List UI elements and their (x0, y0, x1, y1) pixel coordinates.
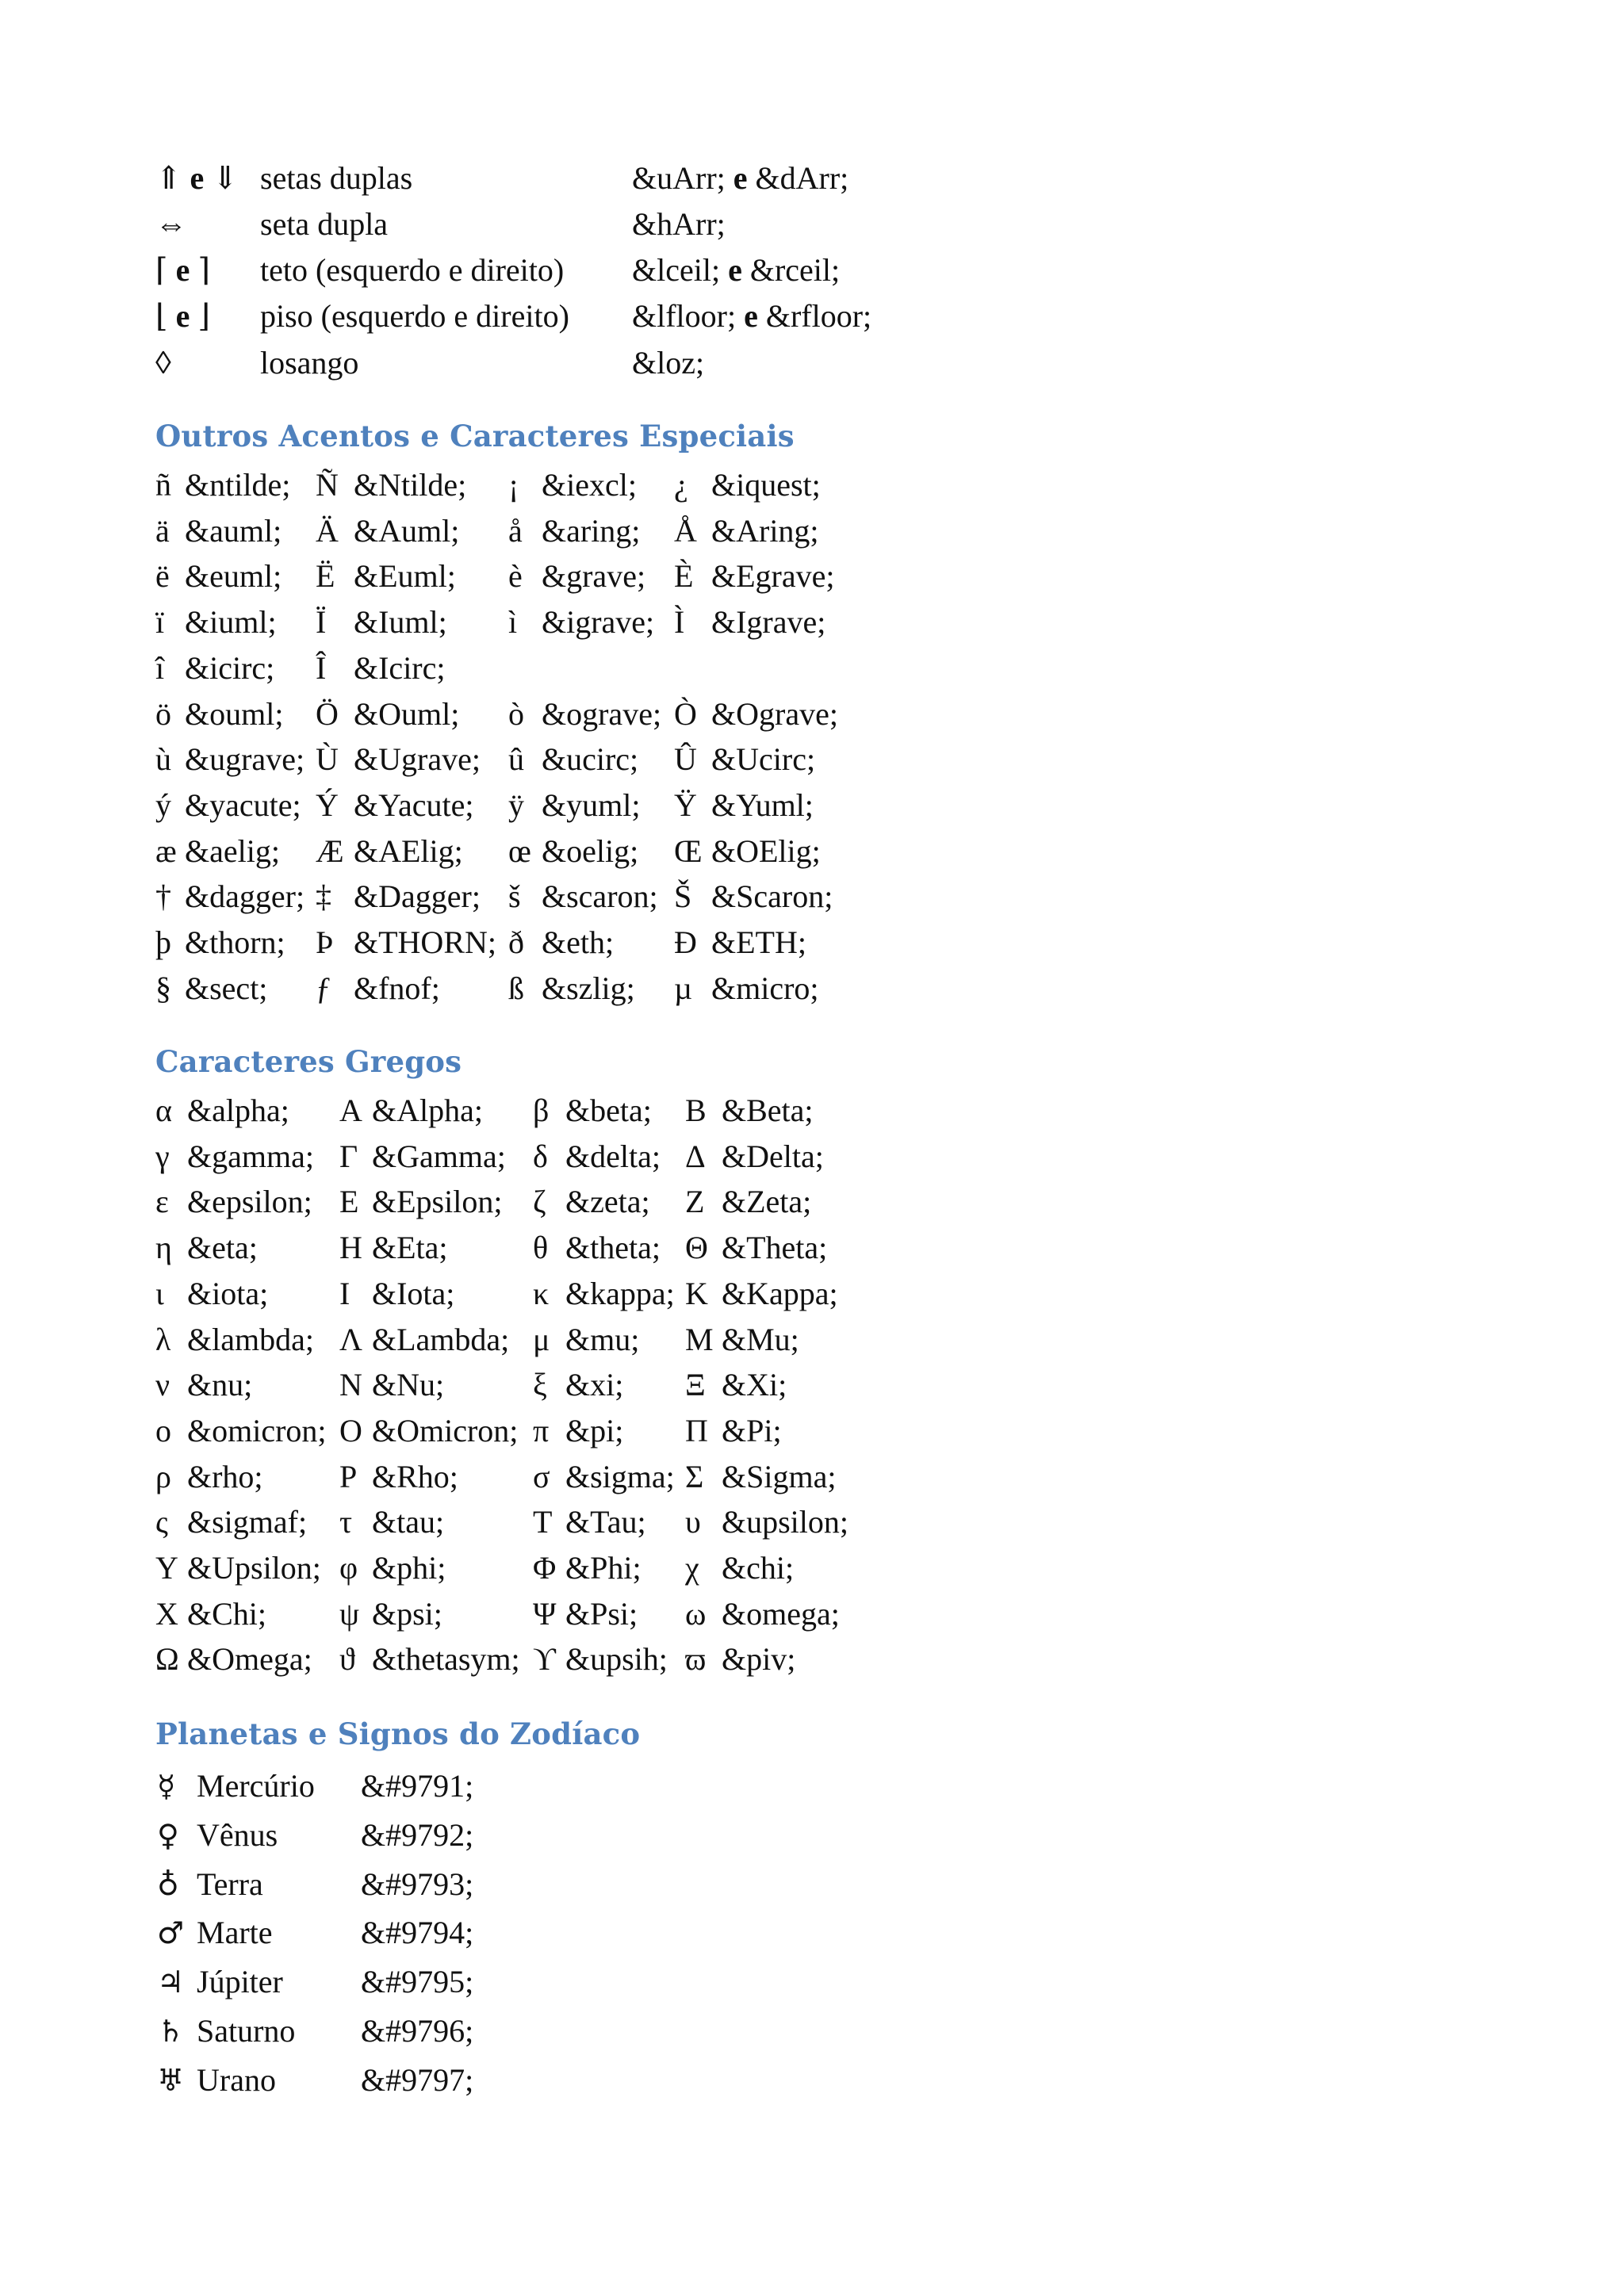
text-fragment: ⌈ (155, 252, 176, 288)
greek-char: α (155, 1093, 172, 1128)
planet-symbol: ♃ (157, 1965, 185, 2000)
accent-entity-code: &Igrave; (711, 604, 826, 641)
accent-entity-code: &sect; (185, 970, 268, 1006)
arrow-symbol (155, 247, 210, 293)
greek-char: ο (155, 1412, 171, 1448)
greek-char: Ι (339, 1275, 350, 1311)
arrow-name: setas duplas (260, 160, 413, 196)
text-fragment: ⇓ (204, 160, 239, 196)
accent-char: ë (155, 558, 170, 595)
greek-char: Ω (155, 1641, 179, 1678)
greek-char: Β (685, 1093, 707, 1128)
greek-char: γ (155, 1138, 170, 1174)
accent-char: ï (155, 604, 165, 641)
arrow-entity-code (632, 155, 848, 201)
accent-entity-code: &Ntilde; (354, 467, 467, 503)
accent-char: Ý (316, 786, 339, 823)
greek-entity-code: &piv; (722, 1641, 796, 1678)
accent-entity-code: &scaron; (542, 878, 658, 915)
greek-entity-code: &Chi; (187, 1595, 267, 1632)
conjunction-e: e (733, 160, 748, 196)
accent-entity-code: &yacute; (185, 786, 301, 823)
greek-char: θ (533, 1230, 549, 1266)
accent-char: Ö (316, 695, 339, 732)
accent-char: Å (674, 512, 697, 549)
planet-name: Mercúrio (197, 1768, 315, 1804)
greek-char: ψ (339, 1595, 360, 1632)
greek-entity-code: &Pi; (722, 1412, 782, 1448)
greek-entity-code: &pi; (565, 1412, 624, 1448)
accent-char: Ñ (316, 467, 339, 503)
text-fragment: &lfloor; (632, 298, 745, 334)
accent-char: þ (155, 924, 171, 960)
greek-char: Ψ (533, 1595, 557, 1632)
greek-char: Ρ (339, 1458, 358, 1494)
accent-char: Ä (316, 512, 339, 549)
greek-entity-code: &psi; (372, 1595, 442, 1632)
accent-entity-code: &grave; (542, 558, 646, 595)
greek-char: ε (155, 1184, 169, 1220)
planet-name: Urano (197, 2061, 276, 2098)
arrow-symbol (155, 293, 210, 339)
text-fragment: &uArr; (632, 160, 733, 196)
accent-char: Ÿ (674, 786, 697, 823)
greek-char: Μ (685, 1321, 714, 1357)
planet-entity-code: &#9791; (361, 1768, 474, 1804)
section-heading-planets: Planetas e Signos do Zodíaco (155, 1716, 641, 1751)
greek-entity-code: &Nu; (372, 1367, 445, 1403)
greek-char: Ν (339, 1367, 362, 1403)
greek-char: ς (155, 1504, 168, 1540)
arrow-name: teto (esquerdo e direito) (260, 252, 565, 288)
accent-char: Ï (316, 604, 327, 641)
accent-entity-code: &fnof; (354, 970, 440, 1006)
text-fragment: &rfloor; (757, 298, 872, 334)
accent-entity-code: &AElig; (354, 832, 463, 869)
planet-name: Júpiter (197, 1964, 283, 2000)
accent-entity-code: &ugrave; (185, 741, 305, 778)
greek-entity-code: &alpha; (187, 1093, 289, 1128)
greek-char: υ (685, 1504, 701, 1540)
greek-char: Α (339, 1093, 362, 1128)
greek-entity-code: &Eta; (372, 1230, 448, 1266)
accent-entity-code: &icirc; (185, 649, 275, 686)
greek-char: σ (533, 1458, 550, 1494)
greek-char: Τ (533, 1504, 553, 1540)
greek-entity-code: &xi; (565, 1367, 624, 1403)
accent-entity-code: &aring; (542, 512, 641, 549)
accent-entity-code: &Ouml; (354, 695, 460, 732)
accent-char: Œ (674, 832, 703, 869)
accent-char: Ð (674, 924, 697, 960)
planet-name: Vênus (197, 1816, 278, 1853)
accent-char: ¿ (674, 467, 688, 503)
text-fragment: &dArr; (747, 160, 849, 196)
greek-entity-code: &Epsilon; (372, 1184, 503, 1220)
accent-entity-code: &ouml; (185, 695, 284, 732)
greek-entity-code: &theta; (565, 1230, 661, 1266)
greek-char: Ε (339, 1184, 359, 1220)
planet-symbol: ☿ (157, 1769, 176, 1804)
greek-char: χ (685, 1550, 699, 1586)
accent-entity-code: &szlig; (542, 970, 635, 1006)
greek-entity-code: &nu; (187, 1367, 253, 1403)
accent-char: † (155, 878, 171, 915)
accent-char: § (155, 970, 171, 1006)
planet-entity-code: &#9795; (361, 1964, 474, 2000)
greek-entity-code: &upsilon; (722, 1504, 849, 1540)
conjunction-e: e (175, 298, 190, 334)
accent-char: ÿ (508, 786, 524, 823)
text-fragment: ⌋ (190, 298, 210, 334)
accent-char: î (155, 649, 165, 686)
accent-entity-code: &iuml; (185, 604, 277, 641)
arrow-entity-code (632, 340, 704, 386)
accent-char: Š (674, 878, 692, 915)
text-fragment: &hArr; (632, 206, 726, 242)
accent-char: ß (508, 970, 524, 1006)
accent-entity-code: &ograve; (542, 695, 662, 732)
greek-entity-code: &chi; (722, 1550, 795, 1586)
accent-char: ò (508, 695, 524, 732)
accent-entity-code: &THORN; (354, 924, 496, 960)
greek-char: ω (685, 1595, 707, 1632)
greek-entity-code: &tau; (372, 1504, 445, 1540)
accent-char: Ë (316, 558, 335, 595)
accent-char: Ò (674, 695, 697, 732)
greek-entity-code: &epsilon; (187, 1184, 312, 1220)
accent-char: È (674, 558, 694, 595)
accent-char: ñ (155, 467, 171, 503)
section-heading-accents: Outros Acentos e Caracteres Especiais (155, 419, 795, 453)
greek-entity-code: &Theta; (722, 1230, 828, 1266)
greek-entity-code: &delta; (565, 1138, 661, 1174)
accent-entity-code: &Scaron; (711, 878, 833, 915)
accent-entity-code: &euml; (185, 558, 282, 595)
greek-char: Υ (155, 1550, 178, 1586)
accent-entity-code: &Ograve; (711, 695, 838, 732)
accent-entity-code: &aelig; (185, 832, 280, 869)
greek-entity-code: &Mu; (722, 1321, 799, 1357)
accent-char: œ (508, 832, 531, 869)
accent-char: ä (155, 512, 170, 549)
planet-entity-code: &#9796; (361, 2013, 474, 2049)
accent-char: Î (316, 649, 327, 686)
greek-entity-code: &gamma; (187, 1138, 314, 1174)
arrow-name: losango (260, 345, 359, 381)
accent-char: š (508, 878, 521, 915)
accent-char: ƒ (316, 970, 331, 1006)
greek-char: ϖ (685, 1641, 707, 1678)
greek-char: ϒ (533, 1641, 556, 1678)
greek-entity-code: &lambda; (187, 1321, 314, 1357)
greek-char: ι (155, 1275, 164, 1311)
planet-name: Terra (197, 1866, 263, 1902)
planet-entity-code: &#9794; (361, 1915, 474, 1951)
greek-char: τ (339, 1504, 353, 1540)
accent-char: ð (508, 924, 524, 960)
greek-char: Π (685, 1412, 708, 1448)
text-fragment: ⌊ (155, 298, 176, 334)
greek-entity-code: &Iota; (372, 1275, 455, 1311)
arrow-symbol (155, 155, 239, 201)
accent-entity-code: &Dagger; (354, 878, 481, 915)
accent-char: Æ (316, 832, 344, 869)
accent-entity-code: &dagger; (185, 878, 305, 915)
accent-entity-code: &ETH; (711, 924, 806, 960)
greek-entity-code: &Alpha; (372, 1093, 483, 1128)
greek-char: κ (533, 1275, 550, 1311)
greek-entity-code: &Gamma; (372, 1138, 506, 1174)
planet-symbol: ♄ (157, 2014, 185, 2049)
planet-name: Marte (197, 1915, 273, 1951)
accent-char: µ (674, 970, 693, 1006)
greek-char: ρ (155, 1458, 171, 1494)
accent-entity-code: &OElig; (711, 832, 821, 869)
greek-entity-code: &omega; (722, 1595, 840, 1632)
planet-name: Saturno (197, 2013, 296, 2049)
greek-char: β (533, 1093, 550, 1128)
planet-symbol: ♂ (157, 1915, 185, 1951)
greek-entity-code: &beta; (565, 1093, 652, 1128)
arrow-entity-code (632, 201, 726, 247)
accent-entity-code: &iexcl; (542, 467, 637, 503)
greek-entity-code: &sigmaf; (187, 1504, 308, 1540)
accent-entity-code: &ntilde; (185, 467, 291, 503)
greek-char: ν (155, 1367, 170, 1403)
planet-entity-code: &#9797; (361, 2061, 474, 2098)
planet-entity-code: &#9793; (361, 1866, 474, 1902)
greek-char: π (533, 1412, 550, 1448)
planet-symbol: ♅ (157, 2062, 185, 2098)
greek-entity-code: &Phi; (565, 1550, 642, 1586)
accent-entity-code: &Iuml; (354, 604, 447, 641)
greek-char: Ξ (685, 1367, 706, 1403)
greek-char: Ζ (685, 1184, 705, 1220)
accent-char: ‡ (316, 878, 331, 915)
greek-entity-code: &omicron; (187, 1412, 327, 1448)
greek-entity-code: &Omicron; (372, 1412, 519, 1448)
greek-entity-code: &Tau; (565, 1504, 646, 1540)
text-fragment: &loz; (632, 345, 705, 381)
accent-char: ì (508, 604, 518, 641)
greek-entity-code: &Xi; (722, 1367, 787, 1403)
accent-char: ý (155, 786, 171, 823)
greek-entity-code: &Omega; (187, 1641, 312, 1678)
greek-entity-code: &zeta; (565, 1184, 650, 1220)
greek-char: Γ (339, 1138, 358, 1174)
planet-entity-code: &#9792; (361, 1816, 474, 1853)
greek-char: Σ (685, 1458, 704, 1494)
greek-entity-code: &phi; (372, 1550, 446, 1586)
text-fragment: &lceil; (632, 252, 729, 288)
greek-char: φ (339, 1550, 358, 1586)
accent-entity-code: &Yuml; (711, 786, 814, 823)
arrow-symbol (155, 201, 187, 247)
greek-char: Χ (155, 1595, 178, 1632)
greek-char: μ (533, 1321, 550, 1357)
accent-entity-code: &iquest; (711, 467, 821, 503)
greek-char: Δ (685, 1138, 706, 1174)
arrow-name: piso (esquerdo e direito) (260, 298, 569, 334)
greek-entity-code: &Sigma; (722, 1458, 837, 1494)
planet-symbol: ♁ (157, 1866, 179, 1902)
greek-entity-code: &Zeta; (722, 1184, 812, 1220)
accent-entity-code: &Yacute; (354, 786, 474, 823)
conjunction-e: e (175, 252, 190, 288)
accent-entity-code: &Ugrave; (354, 741, 481, 778)
greek-entity-code: &Beta; (722, 1093, 814, 1128)
greek-char: η (155, 1230, 172, 1266)
greek-entity-code: &Lambda; (372, 1321, 510, 1357)
accent-char: Þ (316, 924, 334, 960)
conjunction-e: e (190, 160, 205, 196)
accent-char: æ (155, 832, 177, 869)
greek-entity-code: &kappa; (565, 1275, 675, 1311)
greek-char: ζ (533, 1184, 546, 1220)
greek-entity-code: &iota; (187, 1275, 269, 1311)
accent-entity-code: &yuml; (542, 786, 641, 823)
text-fragment: ⌉ (190, 252, 210, 288)
greek-char: ϑ (339, 1641, 355, 1678)
arrow-entity-code (632, 293, 871, 339)
greek-char: Λ (339, 1321, 363, 1357)
conjunction-e: e (728, 252, 742, 288)
greek-entity-code: &sigma; (565, 1458, 675, 1494)
greek-entity-code: &eta; (187, 1230, 258, 1266)
greek-char: Η (339, 1230, 362, 1266)
accent-entity-code: &Egrave; (711, 558, 835, 595)
accent-char: û (508, 741, 524, 778)
accent-char: Ì (674, 604, 685, 641)
greek-entity-code: &Kappa; (722, 1275, 838, 1311)
greek-char: ξ (533, 1367, 547, 1403)
arrow-entity-code (632, 247, 840, 293)
accent-entity-code: &Aring; (711, 512, 819, 549)
greek-entity-code: &rho; (187, 1458, 263, 1494)
greek-entity-code: &Psi; (565, 1595, 638, 1632)
arrow-symbol (155, 340, 171, 386)
greek-char: Φ (533, 1550, 557, 1586)
accent-entity-code: &ucirc; (542, 741, 639, 778)
greek-entity-code: &Upsilon; (187, 1550, 321, 1586)
accent-char: è (508, 558, 523, 595)
greek-entity-code: &thetasym; (372, 1641, 520, 1678)
greek-char: Ο (339, 1412, 362, 1448)
text-fragment: ◊ (155, 345, 171, 381)
text-fragment: ⇔ (155, 206, 187, 242)
greek-entity-code: &Delta; (722, 1138, 824, 1174)
accent-entity-code: &oelig; (542, 832, 639, 869)
greek-char: δ (533, 1138, 548, 1174)
accent-entity-code: &Auml; (354, 512, 460, 549)
accent-entity-code: &Ucirc; (711, 741, 816, 778)
accent-char: ¡ (508, 467, 519, 503)
section-heading-greek: Caracteres Gregos (155, 1044, 462, 1079)
accent-char: Ù (316, 741, 339, 778)
accent-entity-code: &Icirc; (354, 649, 446, 686)
accent-entity-code: &Euml; (354, 558, 456, 595)
accent-entity-code: &igrave; (542, 604, 655, 641)
text-fragment: ⇑ (155, 160, 190, 196)
greek-entity-code: &mu; (565, 1321, 640, 1357)
accent-char: ù (155, 741, 171, 778)
accent-char: ö (155, 695, 171, 732)
accent-entity-code: &micro; (711, 970, 819, 1006)
planet-symbol: ♀ (157, 1817, 179, 1853)
greek-char: Θ (685, 1230, 708, 1266)
greek-entity-code: &Rho; (372, 1458, 458, 1494)
accent-char: å (508, 512, 523, 549)
greek-char: λ (155, 1321, 171, 1357)
conjunction-e: e (744, 298, 758, 334)
accent-entity-code: &eth; (542, 924, 615, 960)
greek-entity-code: &upsih; (565, 1641, 668, 1678)
greek-char: Κ (685, 1275, 708, 1311)
accent-char: Û (674, 741, 697, 778)
accent-entity-code: &thorn; (185, 924, 285, 960)
accent-entity-code: &auml; (185, 512, 282, 549)
text-fragment: &rceil; (741, 252, 841, 288)
arrow-name: seta dupla (260, 206, 389, 242)
